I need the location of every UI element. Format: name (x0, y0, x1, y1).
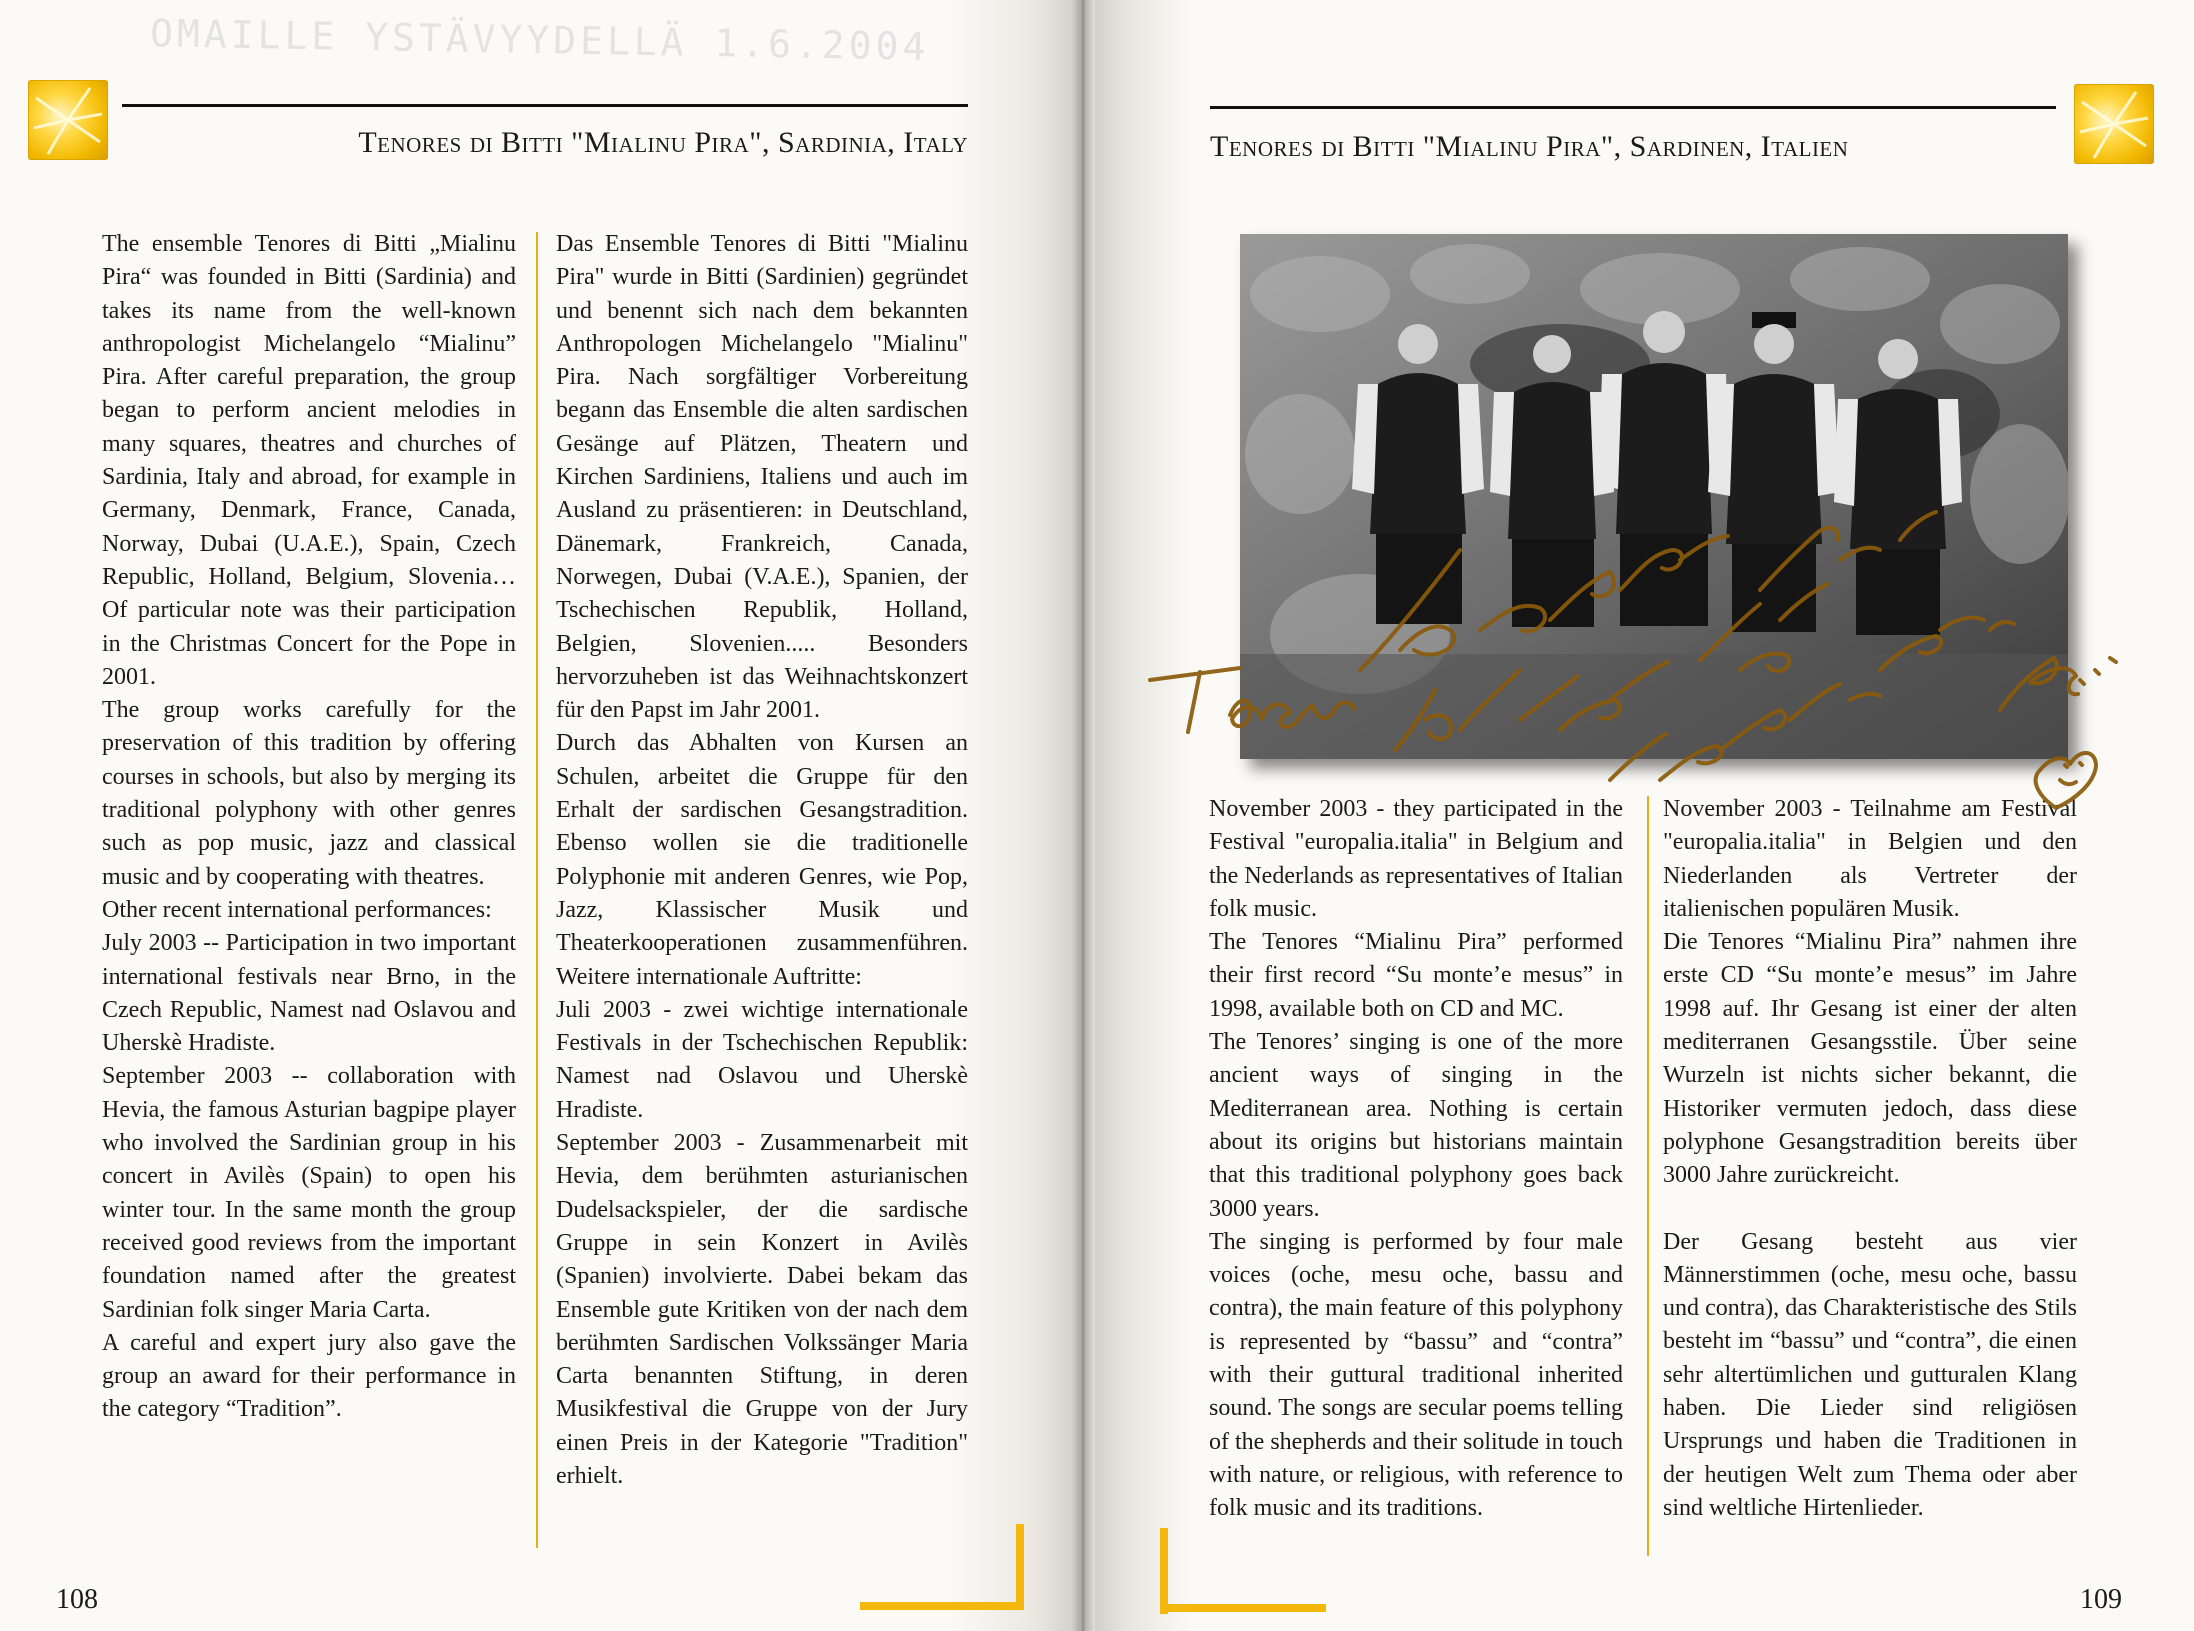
paragraph: Der Gesang besteht aus vier Männerstimmen (oche, mesu oche, bassu und contra), das Charakteristische des Stils besteht im “bassu” und “contra”, die einen sehr altertümlichen und gutturalen Klang haben. Die Lieder sind religiösen Ursprungs und haben die Traditionen in der heutigen Welt zum Thema oder aber sind weltliche Hirtenlieder. (1663, 1228, 2077, 1521)
left-page (0, 0, 1080, 1631)
paragraph: A careful and expert jury also gave the group an award for their performance in the category “Tradition”. (102, 1329, 516, 1423)
right-header-rule (1210, 106, 2056, 109)
left-column-divider (536, 232, 538, 1548)
left-corner-bracket-vertical (1016, 1524, 1024, 1610)
paragraph: Juli 2003 - zwei wichtige internationale Festivals in der Tschechischen Republik: Namest nad Oslavou und Uherskè Hradiste. (556, 996, 968, 1123)
paragraph: July 2003 -- Participation in two important international festivals near Brno, in the Czech Republic, Namest nad Oslavou and Uherskè Hradiste. (102, 930, 516, 1057)
paragraph: The Tenores’ singing is one of the more ancient ways of singing in the Mediterranean area. Nothing is certain about its origins but historians maintain that this traditional polyphony goes back 3000 years. (1209, 1029, 1623, 1222)
paragraph: November 2003 - they participated in the Festival "europalia.italia" in Belgium and the Nederlands as representatives of Italian folk music. (1209, 796, 1623, 922)
paragraph: November 2003 - Teilnahme am Festival "europalia.italia" in Belgien und den Niederlanden als Vertreter der italienischen populären Musik. (1663, 796, 2077, 922)
paragraph: Other recent international performances: (102, 896, 492, 923)
left-german-column (556, 228, 968, 1493)
right-column-divider (1647, 796, 1649, 1556)
left-header-rule (122, 104, 968, 107)
left-english-column (102, 228, 516, 1427)
paragraph: The ensemble Tenores di Bitti „Mialinu Pira“ was founded in Bitti (Sardinia) and takes its name from the well-known anthropologist Michelangelo “Mialinu” Pira. After careful preparation, the group began to perform ancient melodies in many squares, theatres and churches of Sardinia, Italy and abroad, for example in Germany, Denmark, France, Canada, Norway, Dubai (U.A.E.), Spain, Czech Republic, Holland, Belgium, Slovenia… Of particular note was their participation in the Christmas Concert for the Pope in 2001. (102, 231, 516, 690)
right-corner-bracket-horizontal (1160, 1604, 1326, 1612)
paragraph-gap (1663, 1193, 2077, 1226)
paragraph: The group works carefully for the preservation of this tradition by offering courses in schools, but also by merging its traditional polyphony with other genres such as pop music, jazz and classical music and by cooperating with theatres. (102, 697, 516, 890)
left-running-head: Tenores di Bitti "Mialinu Pira", Sardinia, Italy (358, 126, 968, 159)
paragraph: The singing is performed by four male voices (oche, mesu oche, bassu and contra), the main feature of this polyphony is represented by “bassu” and “contra” with their guttural traditional inherited sound. The songs are secular poems telling of the shepherds and their solitude in touch with nature, or religious, with reference to folk music and its traditions. (1209, 1228, 1623, 1522)
right-german-column (1663, 793, 2077, 1525)
right-english-column (1209, 793, 1623, 1526)
right-corner-bracket-vertical (1160, 1528, 1168, 1614)
right-corner-logo-icon (2074, 84, 2154, 164)
paragraph: Das Ensemble Tenores di Bitti "Mialinu Pira" wurde in Bitti (Sardinien) gegründet und benennt sich nach dem bekannten Anthropologen Michelangelo "Mialinu" Pira. Nach sorgfältiger Vorbereitung begann das Ensemble die alten sardischen Gesänge auf Plätzen, Theatern und Kirchen Sardiniens, Italiens und auch im Ausland zu präsentieren: in Deutschland, Dänemark, Frankreich, Canada, Norwegen, Dubai (V.A.E.), Spanien, der Tschechischen Republik, Holland, Belgien, Slovenien..... Besonders hervorzuheben ist das Weihnachtskonzert für den Papst im Jahr 2001. (556, 231, 968, 724)
page-number-right: 109 (2080, 1584, 2122, 1615)
paragraph: Die Tenores “Mialinu Pira” nahmen ihre erste CD “Su monte’e mesus” im Jahre 1998 auf. Ihr Gesang ist einer der alten mediterranen Gesangsstile. Über seine Wurzeln ist nichts sicher bekannt, die Historiker vermuten jedoch, dass diese polyphone Gesangstradition bereits über 3000 Jahre zurückreicht. (1663, 929, 2077, 1189)
paragraph: Durch das Abhalten von Kursen an Schulen, arbeitet die Gruppe für den Erhalt der sardischen Gesangstradition. Ebenso wollen sie die traditionelle Polyphonie mit anderen Genres, wie Pop, Jazz, Klassischer Musik und Theaterkooperationen zusammenführen. Weitere internationale Auftritte: (556, 730, 968, 990)
paragraph: The Tenores “Mialinu Pira” performed their first record “Su monte’e mesus” in 1998, available both on CD and MC. (1209, 929, 1623, 1022)
faint-handwriting: OMAILLE YSTÄVYYDELLÄ 1.6.2004 (149, 11, 930, 69)
right-running-head: Tenores di Bitti "Mialinu Pira", Sardinen, Italien (1210, 130, 1849, 163)
left-corner-bracket-horizontal (860, 1602, 1024, 1610)
paragraph: September 2003 -- collaboration with Hevia, the famous Asturian bagpipe player who involved the Sardinian group in his concert in Avilès (Spain) to open his winter tour. In the same month the group received good reviews from the important foundation named after the greatest Sardinian folk singer Maria Carta. (102, 1063, 516, 1323)
handwritten-dedication-signature (1140, 480, 2170, 810)
left-corner-logo-icon (28, 80, 108, 160)
book-spine (1071, 0, 1095, 1631)
paragraph: September 2003 - Zusammenarbeit mit Hevia, dem berühmten asturianischen Dudelsackspieler, der die sardische Gruppe in sein Konzert in Avilès (Spanien) involvierte. Dabei bekam das Ensemble gute Kritiken von der nach dem berühmten Sardischen Volkssänger Maria Carta benannten Stiftung, in deren Musikfestival die Gruppe von der Jury einen Preis in der Kategorie "Tradition" erhielt. (556, 1130, 968, 1489)
page-number-left: 108 (56, 1584, 98, 1615)
